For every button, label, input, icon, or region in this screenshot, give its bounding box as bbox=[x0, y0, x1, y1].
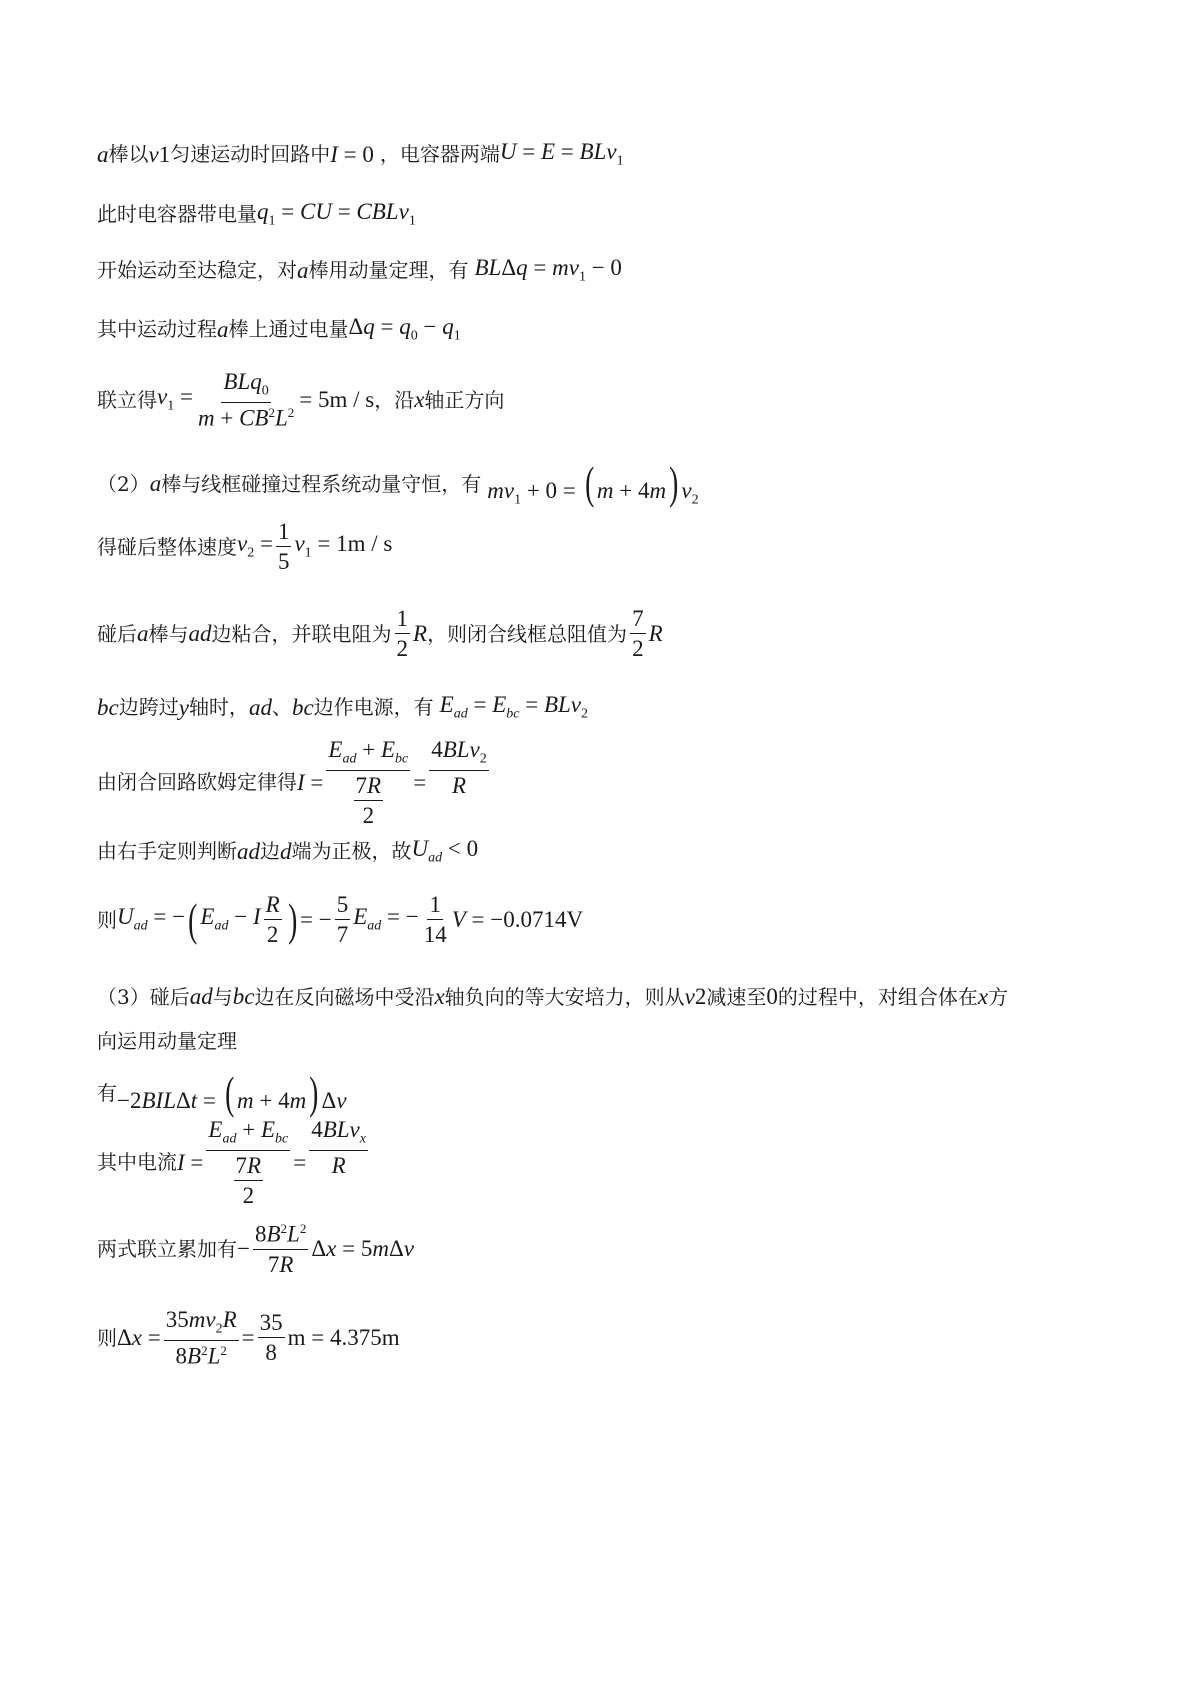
fraction: $\frac{5}{7}$ bbox=[336, 892, 349, 947]
fraction: $\frac{1}{5}$ bbox=[277, 519, 290, 574]
fraction: $\frac{BLq_0}{m + CB^2L^2}$ bbox=[197, 369, 295, 431]
solution-line-12: 则 $U_{ad}$ = − ( $E_{ad} - I$ $\frac{R}{2}$ ) = − $\frac{5}{7}$ $E_{ad}$ = − $\frac{1}{14}$ V = −0.0714V bbox=[97, 892, 584, 947]
fraction: $\frac{4BLv_2}{R}$ bbox=[431, 737, 487, 798]
fraction: $\frac{4BLv_x}{R}$ bbox=[311, 1117, 366, 1178]
solution-line-9: bc 边跨过 y 轴时， ad 、 bc 边作电源，有 $E_{ad} = E_{bc} = BLv_2$ bbox=[97, 692, 589, 722]
fraction: $\frac{E_{ad} + E_{bc}}{\frac{7R}{2}}$ bbox=[328, 737, 409, 828]
solution-line-18: 则 Δx = $\frac{35mv_2R}{8B^2L^2}$ = $\frac{35}{8}$ m = 4.375m bbox=[97, 1307, 400, 1369]
fraction: $\frac{8B^2L^2}{7R}$ bbox=[254, 1221, 307, 1277]
solution-line-14: 向运用动量定理 bbox=[97, 1029, 237, 1053]
solution-line-13: （3）碰后 ad 与 bc 边在反向磁场中受沿 x 轴负向的等大安培力，则从 v 2 减速至 0 的过程中，对组合体在 x 方 bbox=[97, 984, 1009, 1009]
solution-line-16: 其中电流 I = $\frac{E_{ad} + E_{bc}}{\frac{7R}{2}}$ = $\frac{4BLv_x}{R}$ bbox=[97, 1117, 366, 1208]
solution-line-5: 联立得 $v_1$ = $\frac{BLq_0}{m + CB^2L^2}$ = 5m / s ，沿 x 轴正方向 bbox=[97, 369, 505, 431]
fraction: $\frac{1}{14}$ bbox=[423, 892, 447, 947]
fraction: $\frac{7}{2}$ bbox=[632, 606, 644, 661]
solution-line-2: 此时电容器带电量 $q_1$ = CU = CBLv$_1$ bbox=[97, 199, 416, 229]
solution-line-7: 得碰后整体速度 $v_2$ = $\frac{1}{5}$ $v_1 = 1m / s$ bbox=[97, 519, 393, 574]
solution-line-8: 碰后 a 棒与 ad 边粘合，并联电阻为 $\frac{1}{2}$ R ，则闭合线框总阻值为 $\frac{7}{2}$ R bbox=[97, 606, 663, 661]
solution-line-11: 由右手定则判断 ad 边 d 端为正极，故 $U_{ad} < 0$ bbox=[97, 836, 479, 866]
fraction: $\frac{35mv_2R}{8B^2L^2}$ bbox=[165, 1307, 237, 1369]
solution-line-6: （2） a 棒与线框碰撞过程系统动量守恒，有 $mv_1 + 0$ = ( m + 4m) $v_2$ bbox=[97, 457, 699, 508]
solution-line-1: a 棒以 v 1 匀速运动时回路中 I = 0 ，电容器两端 U = E = BLv$_1$ bbox=[97, 139, 624, 169]
solution-line-15: 有 −2BILΔt = ( m + 4m) Δv bbox=[97, 1067, 347, 1118]
solution-line-4: 其中运动过程 a 棒上通过电量 $\Delta q = q_0 - q_1$ bbox=[97, 314, 461, 344]
solution-line-3: 开始运动至达稳定，对 a 棒用动量定理，有 $BL\Delta q = mv_1 - 0$ bbox=[97, 255, 622, 285]
fraction: $\frac{1}{2}$ bbox=[396, 606, 408, 661]
fraction: $\frac{R}{2}$ bbox=[265, 892, 280, 947]
solution-line-17: 两式联立累加有 − $\frac{8B^2L^2}{7R}$ Δx = 5mΔv bbox=[97, 1221, 414, 1277]
fraction: $\frac{35}{8}$ bbox=[259, 1310, 283, 1366]
fraction: $\frac{E_{ad} + E_{bc}}{\frac{7R}{2}}$ bbox=[208, 1117, 289, 1208]
solution-line-10: 由闭合回路欧姆定律得 I = $\frac{E_{ad} + E_{bc}}{\frac{7R}{2}}$ = $\frac{4BLv_2}{R}$ bbox=[97, 737, 487, 828]
